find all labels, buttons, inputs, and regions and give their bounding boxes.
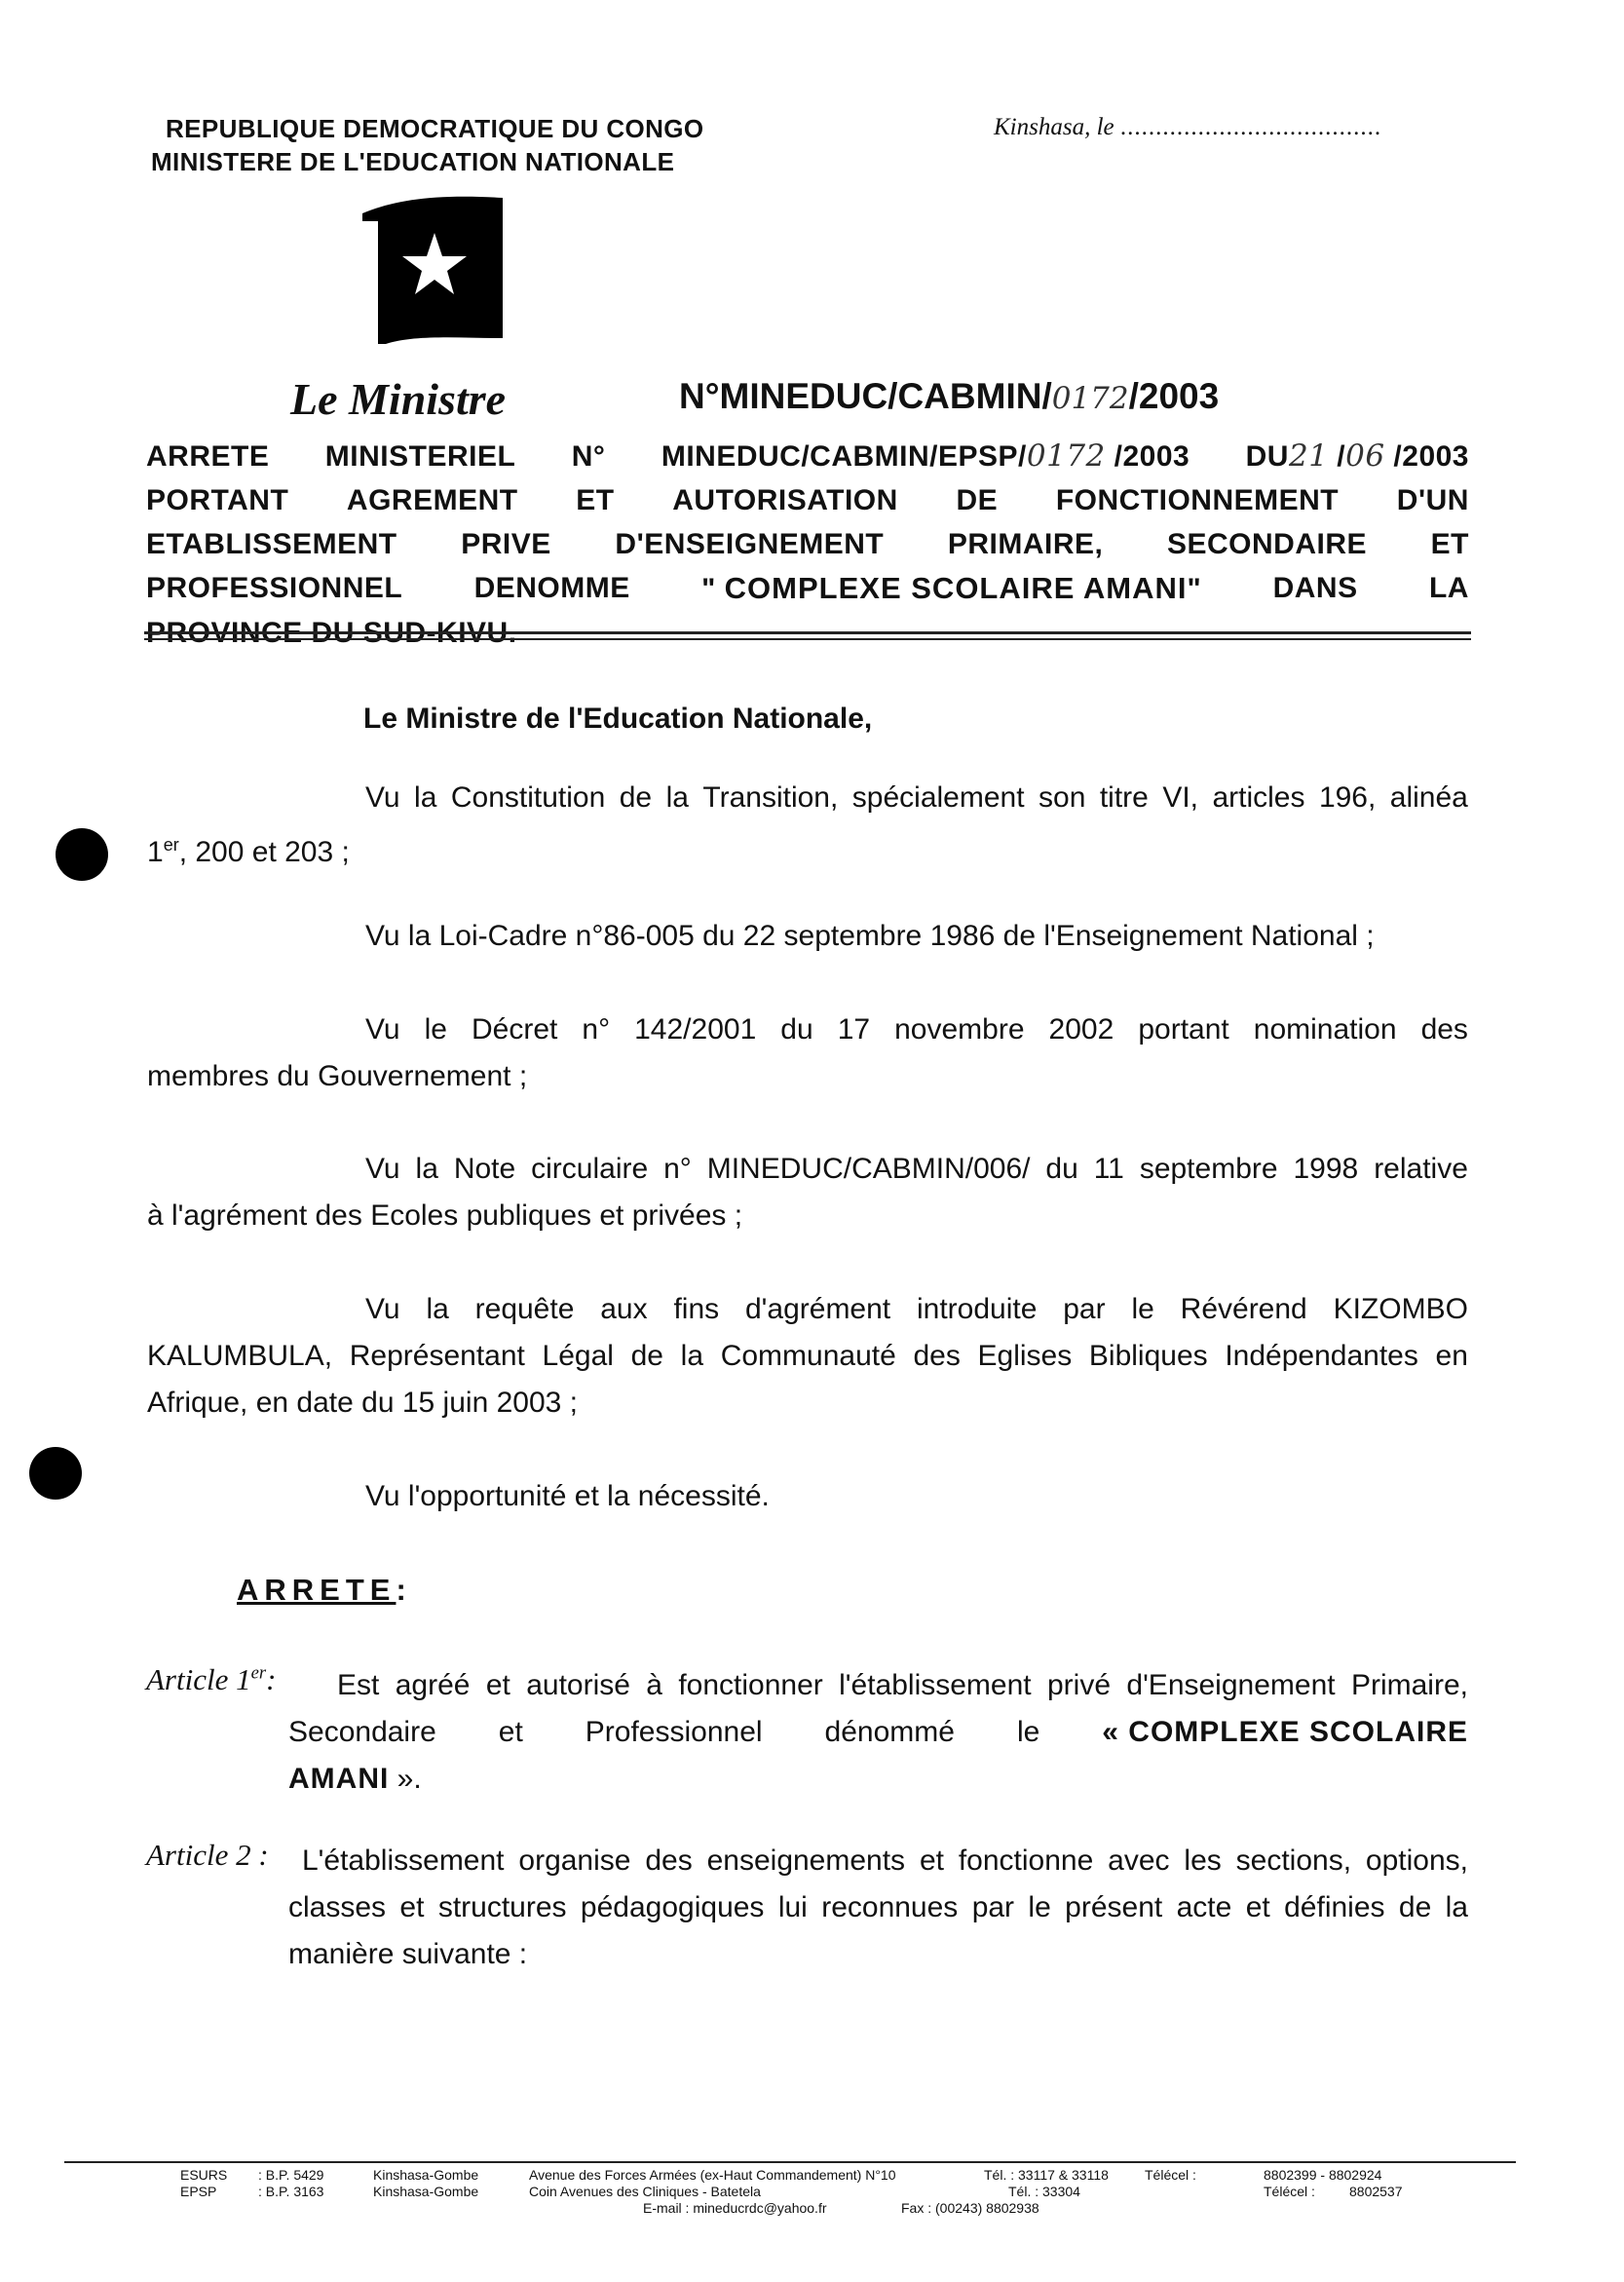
title-ref-prefix: MINEDUC/CABMIN/EPSP/ <box>661 440 1027 473</box>
word: Note <box>453 1153 516 1185</box>
word: et <box>1245 1891 1270 1923</box>
school-name-part: « COMPLEXE SCOLAIRE <box>1102 1716 1468 1748</box>
visa-line: à l'agrément des Ecoles publiques et privées ; <box>147 1199 743 1232</box>
word: sections, <box>1235 1845 1352 1877</box>
footer-address: Coin Avenues des Cliniques - Batetela <box>529 2184 761 2199</box>
article-line <box>288 1838 1468 1884</box>
word: aux <box>600 1293 648 1325</box>
arrete-heading <box>237 1573 412 1608</box>
word: 2002 <box>1048 1013 1114 1046</box>
word: enseignements <box>706 1845 906 1877</box>
title-date-du: DU <box>1245 440 1289 473</box>
title-word: ET <box>1430 528 1469 560</box>
title-line-4 <box>146 566 1469 611</box>
word: acte <box>1176 1891 1232 1923</box>
article-line: manière suivante : <box>288 1938 528 1970</box>
title-word: D'ENSEIGNEMENT <box>615 528 885 560</box>
footer-city: Kinshasa-Gombe <box>373 2167 479 2183</box>
word: la <box>414 781 437 814</box>
visa-decret <box>147 1007 1468 1100</box>
word: Transition, <box>702 781 839 814</box>
reference-prefix: N°MINEDUC/CABMIN/ <box>679 376 1052 416</box>
title-date-sep: / <box>1337 440 1346 473</box>
ministry-name: MINISTERE DE L'EDUCATION NATIONALE <box>151 147 675 176</box>
word: la <box>680 1340 704 1372</box>
footer-telecel: 8802537 <box>1349 2184 1403 2199</box>
footer-telecel: 8802399 - 8802924 <box>1264 2167 1382 2183</box>
word: Décret <box>472 1013 558 1046</box>
word: Vu <box>365 1013 400 1046</box>
word: septembre <box>1139 1153 1278 1185</box>
school-name-part: AMANI <box>288 1763 390 1795</box>
word: fonctionner <box>678 1669 823 1701</box>
open-quote: " <box>701 573 716 605</box>
arrete-word: ARRETE <box>237 1573 397 1607</box>
footer-bp: : B.P. 5429 <box>258 2167 324 2183</box>
word: des <box>1420 1013 1468 1046</box>
title-rule-top <box>144 631 1471 634</box>
footer-fax: Fax : (00243) 8802938 <box>901 2200 1039 2216</box>
word: présent <box>1065 1891 1163 1923</box>
footer-rule <box>64 2161 1516 2163</box>
word: définies <box>1284 1891 1385 1923</box>
word: et <box>399 1891 425 1923</box>
minister-title: Le Ministre <box>290 374 507 424</box>
close-quote: " <box>1187 573 1202 605</box>
word: la <box>415 1153 438 1185</box>
word: le <box>1131 1293 1154 1325</box>
word: et <box>485 1669 510 1701</box>
footer-org: ESURS <box>180 2167 228 2183</box>
word: Légal <box>542 1340 614 1372</box>
title-word: AUTORISATION <box>672 484 898 516</box>
word: introduite <box>916 1293 1038 1325</box>
word: Bibliques <box>1088 1340 1208 1372</box>
word: articles <box>1212 781 1305 814</box>
word: avec <box>1108 1845 1170 1877</box>
word: , 200 et 203 ; <box>178 836 350 868</box>
word: le <box>1028 1891 1051 1923</box>
word: 1 <box>147 836 164 868</box>
school-name <box>701 566 1201 611</box>
visa-line: membres du Gouvernement ; <box>147 1060 528 1092</box>
word: de <box>619 781 653 814</box>
title-date-day: 21 <box>1288 438 1329 474</box>
word: Vu <box>365 1153 400 1185</box>
word: Primaire, <box>1350 1669 1468 1701</box>
word: alinéa <box>1389 781 1468 814</box>
superscript: er <box>163 835 179 855</box>
word: n° <box>582 1013 611 1046</box>
word: VI, <box>1162 781 1198 814</box>
word: à <box>646 1669 662 1701</box>
word: n° <box>663 1153 692 1185</box>
minister-heading: Le Ministre de l'Education Nationale, <box>363 703 873 735</box>
title-line-2 <box>146 478 1469 522</box>
footer-tel: Tél. : 33304 <box>1008 2184 1080 2199</box>
word: Constitution <box>450 781 606 814</box>
place-label: Kinshasa, le <box>994 114 1114 140</box>
visa-loi-cadre: Vu la Loi-Cadre n°86-005 du 22 septembre 1986 de l'Enseignement National ; <box>365 920 1375 952</box>
visa-line <box>147 1333 1468 1380</box>
word: Représentant <box>349 1340 525 1372</box>
word: et <box>919 1845 944 1877</box>
label-colon: : <box>266 1662 277 1696</box>
label-text: Article 1 <box>146 1662 251 1696</box>
footer-telecel-label: Télécel : <box>1145 2167 1196 2183</box>
visa-line <box>147 1286 1468 1333</box>
arrete-colon: : <box>396 1573 412 1607</box>
word: Est <box>337 1669 380 1701</box>
word: novembre <box>894 1013 1025 1046</box>
republic-name: REPUBLIQUE DEMOCRATIQUE DU CONGO <box>166 114 704 143</box>
word: des <box>645 1845 693 1877</box>
word: 11 <box>1093 1153 1124 1185</box>
word: nomination <box>1253 1013 1397 1046</box>
word: Indépendantes <box>1225 1340 1418 1372</box>
word: le <box>424 1013 447 1046</box>
footer-city: Kinshasa-Gombe <box>373 2184 479 2199</box>
footer-bp: : B.P. 3163 <box>258 2184 324 2199</box>
title-word: PRIVE <box>461 528 551 560</box>
title-word: N° <box>571 440 606 473</box>
word: Secondaire <box>288 1716 436 1748</box>
title-word: AGREMENT <box>346 484 518 516</box>
word: Professionnel <box>585 1716 763 1748</box>
title-line-1 <box>146 435 1469 478</box>
decree-reference <box>679 376 1219 417</box>
word: 17 <box>837 1013 871 1046</box>
footer-address: Avenue des Forces Armées (ex-Haut Commandement) N°10 <box>529 2167 896 2183</box>
article-2-label: Article 2 : <box>146 1838 269 1872</box>
footer-telecel-label: Télécel : <box>1264 2184 1315 2199</box>
word: des <box>913 1340 961 1372</box>
title-reference <box>661 435 1190 478</box>
title-ref-number: 0172 <box>1026 438 1106 474</box>
decree-title <box>146 435 1469 655</box>
word: et <box>498 1716 523 1748</box>
word: L'établissement <box>302 1845 505 1877</box>
word: titre <box>1099 781 1149 814</box>
word: du <box>1045 1153 1078 1185</box>
place-date <box>994 114 1381 141</box>
title-word: ET <box>576 484 615 516</box>
word: spécialement <box>851 781 1025 814</box>
visa-requete <box>147 1286 1468 1426</box>
word: requête <box>474 1293 575 1325</box>
word: Communauté <box>720 1340 896 1372</box>
title-word: PROFESSIONNEL <box>146 572 403 604</box>
word: le <box>1016 1716 1040 1748</box>
title-date-year: /2003 <box>1393 440 1469 473</box>
title-word: ARRETE <box>146 440 270 473</box>
word: fonctionne <box>958 1845 1094 1877</box>
reference-suffix: /2003 <box>1128 376 1220 416</box>
footer-org: EPSP <box>180 2184 217 2199</box>
article-1-label <box>146 1662 276 1697</box>
word: structures <box>437 1891 567 1923</box>
word: d'agrément <box>744 1293 891 1325</box>
word: MINEDUC/CABMIN/006/ <box>706 1153 1031 1185</box>
visa-constitution <box>147 775 1468 876</box>
word: d'Enseignement <box>1126 1669 1336 1701</box>
word: organise <box>518 1845 631 1877</box>
word: 142/2001 <box>634 1013 757 1046</box>
word: portant <box>1138 1013 1229 1046</box>
title-word: DANS <box>1272 572 1358 604</box>
punch-hole-icon <box>29 1447 82 1500</box>
title-word: PORTANT <box>146 484 289 516</box>
title-date <box>1246 435 1469 478</box>
footer <box>0 2167 1624 2225</box>
footer-tel: Tél. : 33117 & 33118 <box>984 2167 1109 2183</box>
word: fins <box>673 1293 720 1325</box>
title-ref-year: /2003 <box>1114 440 1190 473</box>
word: de <box>630 1340 663 1372</box>
visa-opportunite: Vu l'opportunité et la nécessité. <box>365 1480 770 1512</box>
word: par <box>971 1891 1015 1923</box>
article-line <box>288 1662 1468 1709</box>
word: les <box>1184 1845 1222 1877</box>
visa-line <box>147 775 1468 821</box>
word: en <box>1435 1340 1468 1372</box>
article-line <box>288 1756 1468 1803</box>
word: agréé <box>395 1669 471 1701</box>
word: autorisé <box>526 1669 630 1701</box>
word: options, <box>1365 1845 1468 1877</box>
close-guillemet: ». <box>397 1763 422 1795</box>
school-name-text: COMPLEXE SCOLAIRE AMANI <box>724 571 1188 605</box>
word: dénommé <box>824 1716 955 1748</box>
word: son <box>1039 781 1086 814</box>
title-date-month: 06 <box>1345 438 1385 474</box>
word: 196, <box>1318 781 1377 814</box>
word: reconnues <box>821 1891 959 1923</box>
title-line-3 <box>146 522 1469 566</box>
title-word: DENOMME <box>473 572 630 604</box>
date-blank: ..................................... <box>1119 114 1382 140</box>
word: du <box>780 1013 813 1046</box>
word: classes <box>288 1891 387 1923</box>
punch-hole-icon <box>56 828 108 881</box>
title-word: FONCTIONNEMENT <box>1055 484 1340 516</box>
visa-line <box>147 1146 1468 1193</box>
word: la <box>426 1293 449 1325</box>
title-rule-bottom <box>144 638 1471 640</box>
title-line-5: PROVINCE DU SUD-KIVU. <box>146 617 517 649</box>
word: relative <box>1374 1153 1468 1185</box>
word: Révérend <box>1180 1293 1307 1325</box>
article-line <box>288 1884 1468 1931</box>
word: la <box>1445 1891 1468 1923</box>
title-word: LA <box>1428 572 1469 604</box>
article-2-text <box>288 1838 1468 1978</box>
title-word: PRIMAIRE, <box>947 528 1104 560</box>
article-1-text <box>288 1662 1468 1803</box>
word: privé <box>1047 1669 1112 1701</box>
visa-line <box>147 821 1468 876</box>
word: de <box>1398 1891 1432 1923</box>
footer-email[interactable]: E-mail : mineducrdc@yahoo.fr <box>643 2200 827 2216</box>
word: l'établissement <box>839 1669 1032 1701</box>
visa-line <box>147 1007 1468 1053</box>
visa-line: Afrique, en date du 15 juin 2003 ; <box>147 1387 579 1419</box>
article-line <box>288 1709 1468 1756</box>
word: 1998 <box>1293 1153 1359 1185</box>
word: Vu <box>365 1293 400 1325</box>
national-flag-emblem <box>357 192 509 348</box>
word: KIZOMBO <box>1333 1293 1468 1325</box>
superscript: er <box>250 1662 267 1684</box>
word: Eglises <box>977 1340 1073 1372</box>
word: lui <box>777 1891 808 1923</box>
title-word: DE <box>956 484 999 516</box>
word: circulaire <box>531 1153 649 1185</box>
title-word: MINISTERIEL <box>324 440 516 473</box>
title-word: D'UN <box>1396 484 1469 516</box>
word: KALUMBULA, <box>147 1340 333 1372</box>
title-word: SECONDAIRE <box>1167 528 1368 560</box>
word: par <box>1063 1293 1106 1325</box>
word: pédagogiques <box>580 1891 765 1923</box>
title-word: ETABLISSEMENT <box>146 528 397 560</box>
word: Vu <box>365 781 400 814</box>
word: la <box>665 781 689 814</box>
reference-number: 0172 <box>1051 381 1129 416</box>
visa-note-circulaire <box>147 1146 1468 1239</box>
